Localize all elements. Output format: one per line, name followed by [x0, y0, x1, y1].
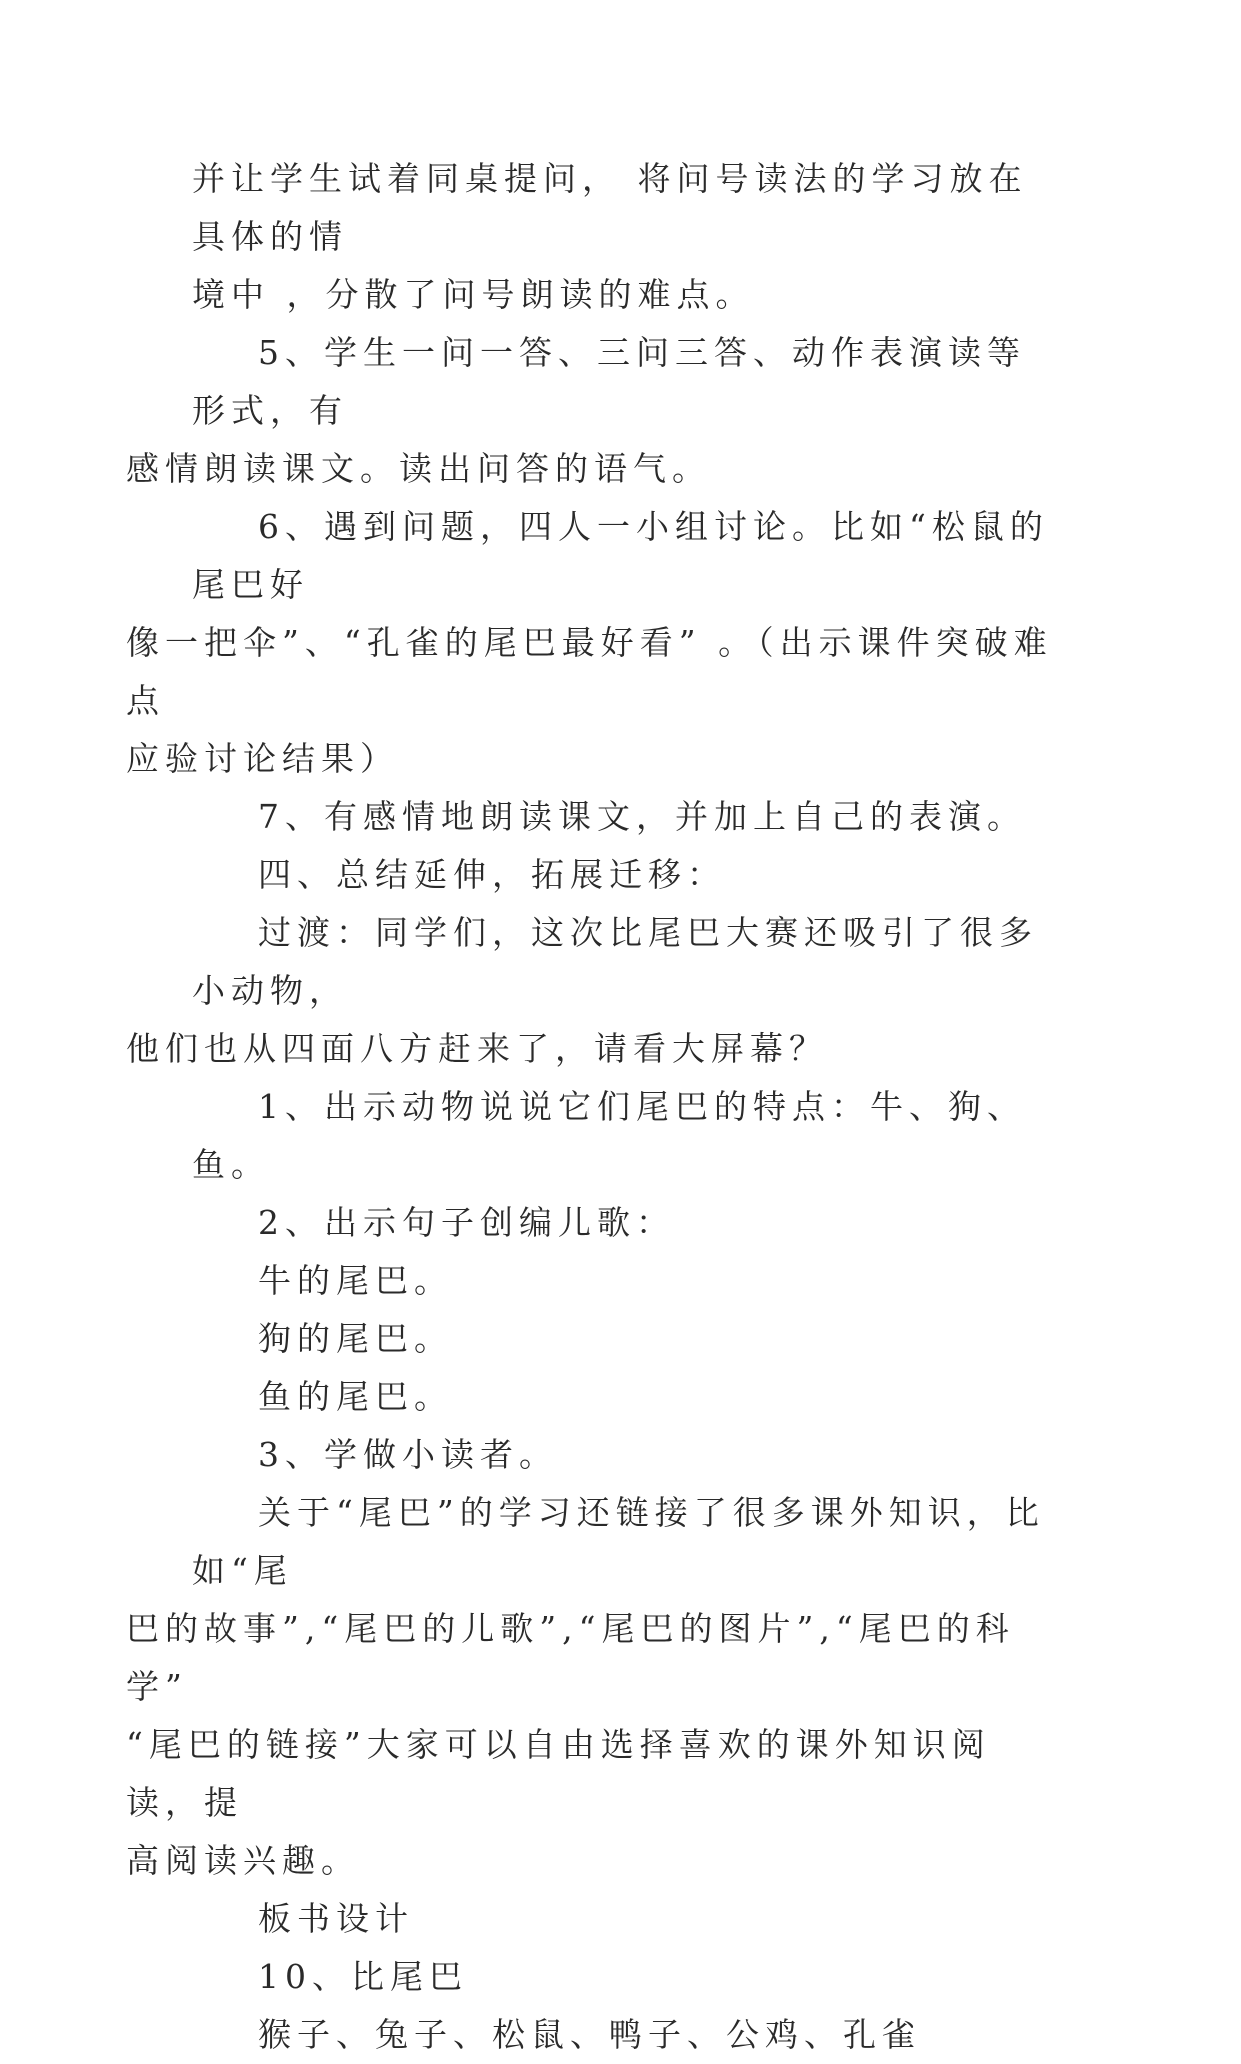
text-line: 猴子、兔子、松鼠、鸭子、公鸡、孔雀	[258, 2015, 921, 2054]
text-line: 鱼的尾巴。	[258, 1377, 453, 1416]
text-line: 应验讨论结果）	[126, 739, 399, 778]
text-line: 牛的尾巴。	[258, 1261, 453, 1300]
text-line: 境中 ，分散了问号朗读的难点。	[192, 275, 755, 314]
text-line: 2、出示句子创编儿歌：	[258, 1203, 675, 1242]
text-line: “尾巴的链接”大家可以自由选择喜欢的课外知识阅读，提	[126, 1725, 991, 1822]
paragraph	[192, 1310, 1062, 1368]
text-line: 1、出示动物说说它们尾巴的特点：牛、狗、鱼。	[192, 1087, 1026, 1184]
text-line: 感情朗读课文。读出问答的语气。	[126, 449, 711, 488]
text-line: 关于“尾巴”的学习还链接了很多课外知识，比如“尾	[192, 1493, 1045, 1590]
text-line: 四、总结延伸，拓展迁移：	[258, 855, 726, 894]
paragraph	[192, 1252, 1062, 1310]
text-line: 并让学生试着同桌提问， 将问号读法的学习放在具体的情	[192, 159, 1028, 256]
paragraph	[126, 498, 1062, 788]
text-line: 他们也从四面八方赶来了，请看大屏幕？	[126, 1029, 828, 1068]
text-line: 狗的尾巴。	[258, 1319, 453, 1358]
paragraph	[192, 1194, 1062, 1252]
text-line: 高阅读兴趣。	[126, 1841, 360, 1880]
paragraph	[126, 324, 1062, 498]
paragraph	[192, 150, 1062, 324]
paragraph	[192, 1368, 1062, 1426]
paragraph	[192, 1890, 1062, 1948]
text-line: 5、学生一问一答、三问三答、动作表演读等形式，有	[192, 333, 1026, 430]
paragraph	[126, 904, 1062, 1078]
text-line: 10、比尾巴	[258, 1957, 468, 1996]
text-line: 7、有感情地朗读课文，并加上自己的表演。	[258, 797, 1026, 836]
paragraph	[192, 846, 1062, 904]
text-line: 过渡：同学们，这次比尾巴大赛还吸引了很多小动物，	[192, 913, 1038, 1010]
paragraph	[192, 2006, 1062, 2064]
text-line: 3、学做小读者。	[258, 1435, 558, 1474]
paragraph	[192, 1426, 1062, 1484]
text-line: 6、遇到问题，四人一小组讨论。比如“松鼠的尾巴好	[192, 507, 1049, 604]
document-body	[126, 150, 1062, 2064]
paragraph	[192, 788, 1062, 846]
text-line: 板书设计	[258, 1899, 414, 1938]
text-line: 巴的故事”,“尾巴的儿歌”,“尾巴的图片”,“尾巴的科学”	[126, 1609, 1015, 1706]
paragraph	[192, 1948, 1062, 2006]
paragraph	[126, 1484, 1062, 1890]
paragraph	[192, 1078, 1062, 1194]
text-line: 像一把伞”、“孔雀的尾巴最好看” 。（出示课件突破难点	[126, 623, 1053, 720]
